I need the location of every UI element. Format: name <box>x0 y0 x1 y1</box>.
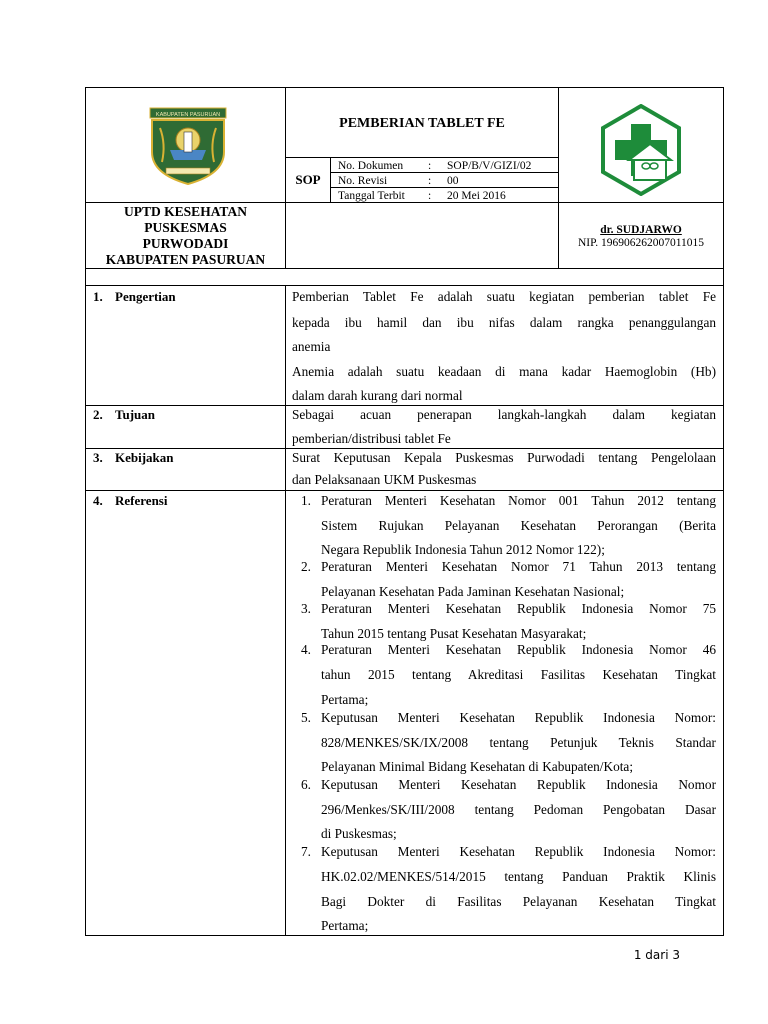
section-title-pengertian: Pengertian <box>115 289 176 304</box>
puskesmas-logo <box>600 104 682 196</box>
list-item-line: Peraturan Menteri Kesehatan Nomor 001 Tahun 2012 tentang <box>321 493 716 508</box>
body-line: Sebagai acuan penerapan langkah-langkah dalam kegiatan <box>292 407 716 422</box>
page-number: 1 dari 3 <box>633 948 680 962</box>
list-item-line: Tahun 2015 tentang Pusat Kesehatan Masyarakat; <box>321 626 587 641</box>
issue-date-value: 20 Mei 2016 <box>447 190 506 202</box>
body-line: Pemberian Tablet Fe adalah suatu kegiatan pemberian tablet Fe <box>292 289 716 304</box>
list-item-number: 7. <box>301 844 311 859</box>
list-item-number: 5. <box>301 710 311 725</box>
section-number: 2. <box>93 407 103 422</box>
emblem-caption: KABUPATEN PASURUAN <box>155 112 221 118</box>
issue-date-sep: : <box>428 190 432 202</box>
list-item-number: 6. <box>301 777 311 792</box>
divider <box>330 157 331 203</box>
list-item-line: tahun 2015 tentang Akreditasi Fasilitas Kesehatan Tingkat <box>321 667 716 682</box>
org-line-4: KABUPATEN PASURUAN <box>105 252 266 267</box>
body-line: pemberian/distribusi tablet Fe <box>292 431 451 446</box>
section-number: 4. <box>93 493 103 508</box>
list-item-line: Bagi Dokter di Fasilitas Pelayanan Kesehatan Tingkat <box>321 894 716 909</box>
list-item-line: HK.02.02/MENKES/514/2015 tentang Panduan Praktik Klinis <box>321 869 716 884</box>
list-item-line: Peraturan Menteri Kesehatan Nomor 71 Tahun 2013 tentang <box>321 559 716 574</box>
list-item-line: Peraturan Menteri Kesehatan Republik Indonesia Nomor 46 <box>321 642 716 657</box>
divider <box>85 268 724 269</box>
org-line-3: PURWODADI <box>142 236 229 251</box>
list-item-line: Pelayanan Minimal Bidang Kesehatan di Kabupaten/Kota; <box>321 759 634 774</box>
list-item-line: Negara Republik Indonesia Tahun 2012 Nomor 122); <box>321 542 605 557</box>
doc-number-sep: : <box>428 160 432 172</box>
list-item-line: Pelayanan Kesehatan Pada Jaminan Kesehatan Nasional; <box>321 584 625 599</box>
divider <box>85 405 724 406</box>
section-title-kebijakan: Kebijakan <box>115 450 174 465</box>
divider <box>85 285 724 286</box>
list-item-line: Pertama; <box>321 692 369 707</box>
list-item-line: 296/Menkes/SK/III/2008 tentang Pedoman Pengobatan Dasar <box>321 802 716 817</box>
list-item-line: Peraturan Menteri Kesehatan Republik Indonesia Nomor 75 <box>321 601 716 616</box>
section-title-tujuan: Tujuan <box>115 407 155 422</box>
doc-number-value: SOP/B/V/GIZI/02 <box>447 160 532 172</box>
divider <box>285 285 286 936</box>
section-number: 1. <box>93 289 103 304</box>
section-title-referensi: Referensi <box>115 493 168 508</box>
list-item-line: 828/MENKES/SK/IX/2008 tentang Petunjuk Teknis Standar <box>321 735 716 750</box>
revision-label: No. Revisi <box>338 175 388 187</box>
list-item-number: 4. <box>301 642 311 657</box>
page-title: PEMBERIAN TABLET FE <box>339 116 505 131</box>
table-border-top <box>85 87 724 88</box>
revision-sep: : <box>428 175 432 187</box>
section-number: 3. <box>93 450 103 465</box>
org-line-1: UPTD KESEHATAN <box>124 204 247 219</box>
revision-value: 00 <box>447 175 459 187</box>
body-line: anemia <box>292 339 331 354</box>
body-line: dan Pelaksanaan UKM Puskesmas <box>292 472 477 487</box>
list-item-number: 1. <box>301 493 311 508</box>
body-line: dalam darah kurang dari normal <box>292 388 463 403</box>
list-item-line: Keputusan Menteri Kesehatan Republik Indonesia Nomor <box>321 777 716 792</box>
list-item-line: Pertama; <box>321 918 369 933</box>
org-line-2: PUSKESMAS <box>144 220 227 235</box>
issue-date-label: Tanggal Terbit <box>338 190 405 202</box>
doc-number-label: No. Dokumen <box>338 160 404 172</box>
list-item-number: 3. <box>301 601 311 616</box>
signer-nip: NIP. 196906262007011015 <box>577 237 705 249</box>
divider <box>85 490 724 491</box>
divider <box>85 448 724 449</box>
table-border-bottom <box>85 935 724 936</box>
body-line: kepada ibu hamil dan ibu nifas dalam rangka penanggulangan <box>292 315 716 330</box>
signer-name: dr. SUDJARWO <box>600 224 682 236</box>
table-border-right <box>723 87 724 936</box>
list-item-line: Keputusan Menteri Kesehatan Republik Indonesia Nomor: <box>321 844 716 859</box>
list-item-number: 2. <box>301 559 311 574</box>
regency-emblem <box>140 104 236 188</box>
list-item-line: di Puskesmas; <box>321 826 397 841</box>
sop-label: SOP <box>295 172 321 187</box>
list-item-line: Sistem Rujukan Pelayanan Kesehatan Perorangan (Berita <box>321 518 716 533</box>
body-line: Anemia adalah suatu keadaan di mana kadar Haemoglobin (Hb) <box>292 364 716 379</box>
list-item-line: Keputusan Menteri Kesehatan Republik Indonesia Nomor: <box>321 710 716 725</box>
body-line: Surat Keputusan Kepala Puskesmas Purwodadi tentang Pengelolaan <box>292 450 716 465</box>
